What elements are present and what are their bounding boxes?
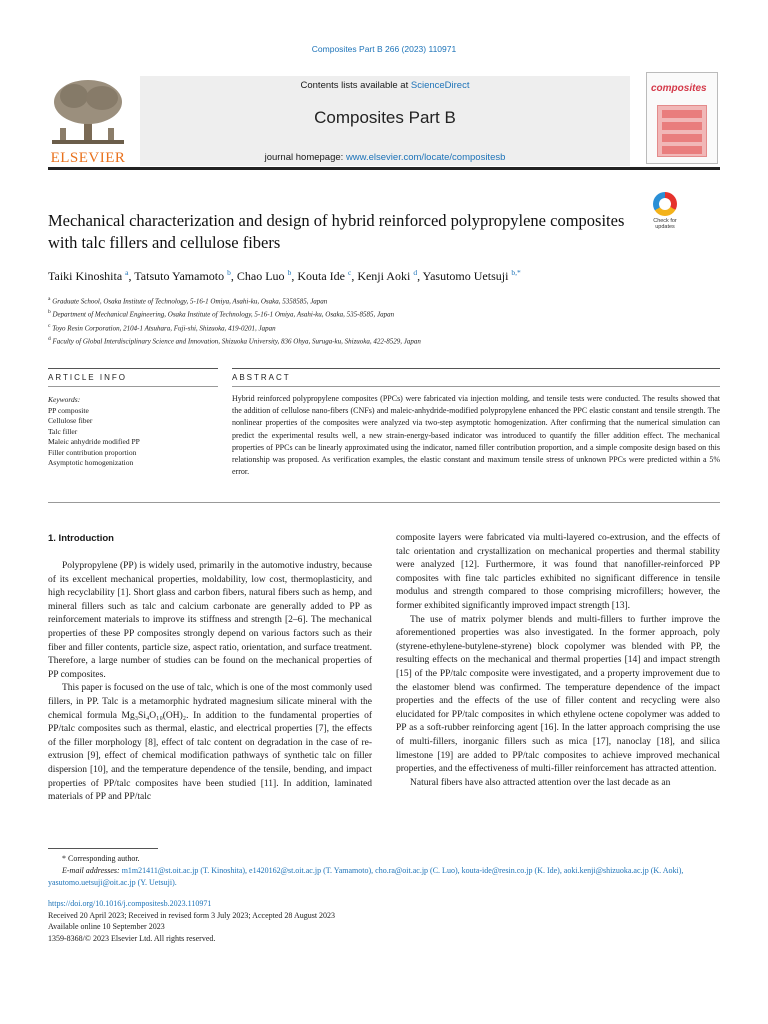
homepage-prefix: journal homepage: [264, 152, 346, 163]
copyright: 1359-8368/© 2023 Elsevier Ltd. All rights reserved. [48, 933, 216, 943]
contents-line [140, 80, 630, 91]
check-updates-label: Check for updates [653, 218, 677, 230]
homepage-line [140, 152, 630, 163]
affiliation: $^c$ Toyo Resin Corporation, 2104-1 Atsuhara, Fuji-shi, Shizuoka, 419-0201, Japan [48, 322, 276, 332]
author[interactable]: Taiki Kinoshita $^a$ [48, 268, 129, 283]
available-date: Available online 10 September 2023 [48, 922, 165, 931]
body-column-left [48, 560, 372, 805]
author[interactable]: Kenji Aoki $^d$ [357, 268, 418, 283]
doi-link[interactable]: https://doi.org/10.1016/j.compositesb.2023.110971 [48, 899, 212, 908]
affiliation: $^a$ Graduate School, Osaka Institute of Technology, 5-16-1 Omiya, Asahi-ku, Osaka, 5358585, Japan [48, 296, 328, 306]
paragraph: Natural fibers have also attracted attention over the last decade as an [410, 777, 671, 788]
author[interactable]: Kouta Ide $^c$ [297, 268, 352, 283]
keyword: Filler contribution proportion [48, 447, 137, 457]
paragraph: The use of matrix polymer blends and multi-fillers to further improve the aforementioned properties was also investigated. In the former approach, poly (styrene-ethylene-butylene-styrene) block copolymer was blended with PP, the resulting effects on the mechanical and thermal properties [14] and impact strength [15] of the PP/talc composite were investigated, and a property improvement due to the elastomer blend was confirmed. The temperature dependence of the impact properties and the effects of the use of filler content and recycling were also elucidated for PP/talc composites in which ethylene octene copolymer was added to PP as a soft-rubber reinforcing agent [16]. In the latter approach comprising the use of multi-fillers, inorganic fillers such as mica [17], nanoclay [18], and silica limestone [19] are added to PP/talc composites to achieve improved mechanical properties, and the effectiveness of multi-filler reinforcement has attracted attention. [396, 614, 720, 775]
keywords-label: Keywords: [48, 395, 81, 404]
affiliations [48, 294, 720, 347]
keyword: PP composite [48, 405, 89, 415]
affiliation: $^d$ Faculty of Global Interdisciplinary Science and Innovation, Shizuoka University, 836 Ohya, Suruga-ku, Shizuoka, 422-8529, Japan [48, 335, 421, 346]
divider [48, 502, 720, 503]
author-list: Taiki Kinoshita $^a$, Tatsuto Yamamoto $^b$, Chao Luo $^b$, Kouta Ide $^c$, Kenji Aoki $^d$, Yasutomo Uetsuji $^{b,*}$ [48, 268, 521, 283]
keyword: Cellulose fiber [48, 416, 93, 425]
paragraph: Polypropylene (PP) is widely used, primarily in the automotive industry, because of its excellent mechanical properties, moldability, low cost, thermoplasticity, and high recyclability [1]. Short glass and carbon fibers, natural fibers such as hemp, and mineral fillers such as talc and calcium carbonate are generally added to PP as reinforcement materials to improve its stiffness and strength [2–6]. The mechanical properties of these PP composites strongly depend on various factors such as their fiber and filler contents, particle size, aspect ratio, orientation, and surface treatment. Therefore, a large number of studies can be found on the mechanical properties of PP composites. [48, 561, 372, 680]
homepage-link[interactable]: www.elsevier.com/locate/compositesb [345, 152, 506, 163]
paper-title: Mechanical characterization and design of hybrid reinforced polypropylene composites with talc fillers and cellulose fibers [48, 211, 625, 252]
crossmark-icon [653, 192, 677, 216]
corresponding-author-note: * Corresponding author. [62, 854, 140, 863]
author[interactable]: Yasutomo Uetsuji $^{b,*}$ [422, 268, 521, 283]
publication-info [48, 898, 720, 944]
keyword: Asymptotic homogenization [48, 458, 134, 467]
divider [232, 368, 720, 369]
author[interactable]: Chao Luo $^b$ [236, 268, 292, 283]
journal-citation[interactable]: Composites Part B 266 (2023) 110971 [311, 44, 457, 54]
affiliation: $^b$ Department of Mechanical Engineering, Osaka Institute of Technology, 5-16-1 Omiya, Asahi-ku, Osaka, 535-8585, Japan [48, 309, 395, 319]
journal-title: Composites Part B [314, 108, 456, 127]
paragraph: composite layers were fabricated via multi-layered co-extrusion, and the effects of talc orientation and crystallization on mechanical properties and thermal stability were analyzed [12]. Furthermore, it was found that nanofiller-reinforced PP composites with fine talc particles exhibited no significant difference in tensile modulus and strength compared to those comprising microfillers; however, the former exhibited significantly improved impact strength [13]. [396, 533, 720, 611]
contents-prefix: Contents lists available at [300, 80, 411, 91]
check-for-updates-button[interactable] [648, 192, 682, 230]
footnote-divider [48, 848, 158, 849]
divider [232, 386, 720, 387]
journal-cover-image[interactable] [646, 72, 718, 164]
cover-graphic [657, 105, 707, 157]
divider [48, 386, 218, 387]
keyword: Talc filler [48, 426, 78, 436]
email-list[interactable]: m1m21411@st.oit.ac.jp (T. Kinoshita), e1420162@st.oit.ac.jp (T. Yamamoto), cho.ra@oit.ac.jp (C. Luo), kouta-ide@resin.co.jp (K. Ide), aoki.kenji@shizuoka.ac.jp (K. Aoki), yasutomo.uetsuji@oit.ac.jp (Y. Uetsuji). [48, 866, 684, 887]
paragraph: This paper is focused on the use of talc, which is one of the most commonly used fillers, in PP. Talc is a metamorphic hydrated magnesium silicate mineral with the chemical formula Mg₃Si₄O₁₀(OH)₂. In addition to the fundamental properties of PP/talc composites such as thermal, elastic, and electrical properties [7], the effects of the filler morphology [8], effect of talc content on degradation in the case of re-extrusion [9], effect of chemical modification pathways of synthetic talc on filler dispersion [10], and the temperature dependence of the tensile, bending, and impact properties of PP/talc composites have been studied [11]. In addition, laminated materials of PP and PP/talc [48, 683, 372, 803]
abstract-heading: ABSTRACT [232, 373, 291, 382]
cover-title: composites [651, 83, 707, 94]
article-info-heading: ARTICLE INFO [48, 373, 127, 382]
body-column-right [396, 532, 720, 790]
divider [48, 368, 218, 369]
sciencedirect-link[interactable]: ScienceDirect [410, 80, 470, 91]
author[interactable]: Tatsuto Yamamoto $^b$ [134, 268, 231, 283]
abstract-text: Hybrid reinforced polypropylene composites (PPCs) were fabricated via injection molding, and tensile tests were conducted. The results showed that the addition of cellulose nano-fibers (CNFs) and maleic-anhydride-modified polypropylene enhanced the PPC elastic constant and tensile strength. The nonlinear properties of the composites were analyzed via two-step asymptotic homogenization. After confirming that the numerical simulation can predict the experimental results well, a new strain-energy-based indicator was introduced to quantify the filler addition effect. The mechanical properties of PPCs can be linearly approximated using the indicator, named filler contribution proportion, and a simple composite design based on this relationship was proposed. As verification examples, the elastic constant and maximum tensile stress of unknown PPCs were predicted within a 5% error. [232, 394, 720, 477]
email-label: E-mail addresses: [62, 866, 120, 875]
introduction-heading: 1. Introduction [48, 533, 114, 544]
keywords-list [48, 395, 218, 469]
keyword: Maleic anhydride modified PP [48, 437, 140, 446]
publisher-name: ELSEVIER [50, 150, 126, 166]
footnotes [48, 853, 720, 889]
received-dates: Received 20 April 2023; Received in revised form 3 July 2023; Accepted 28 August 2023 [48, 910, 336, 920]
email-addresses [48, 865, 720, 889]
